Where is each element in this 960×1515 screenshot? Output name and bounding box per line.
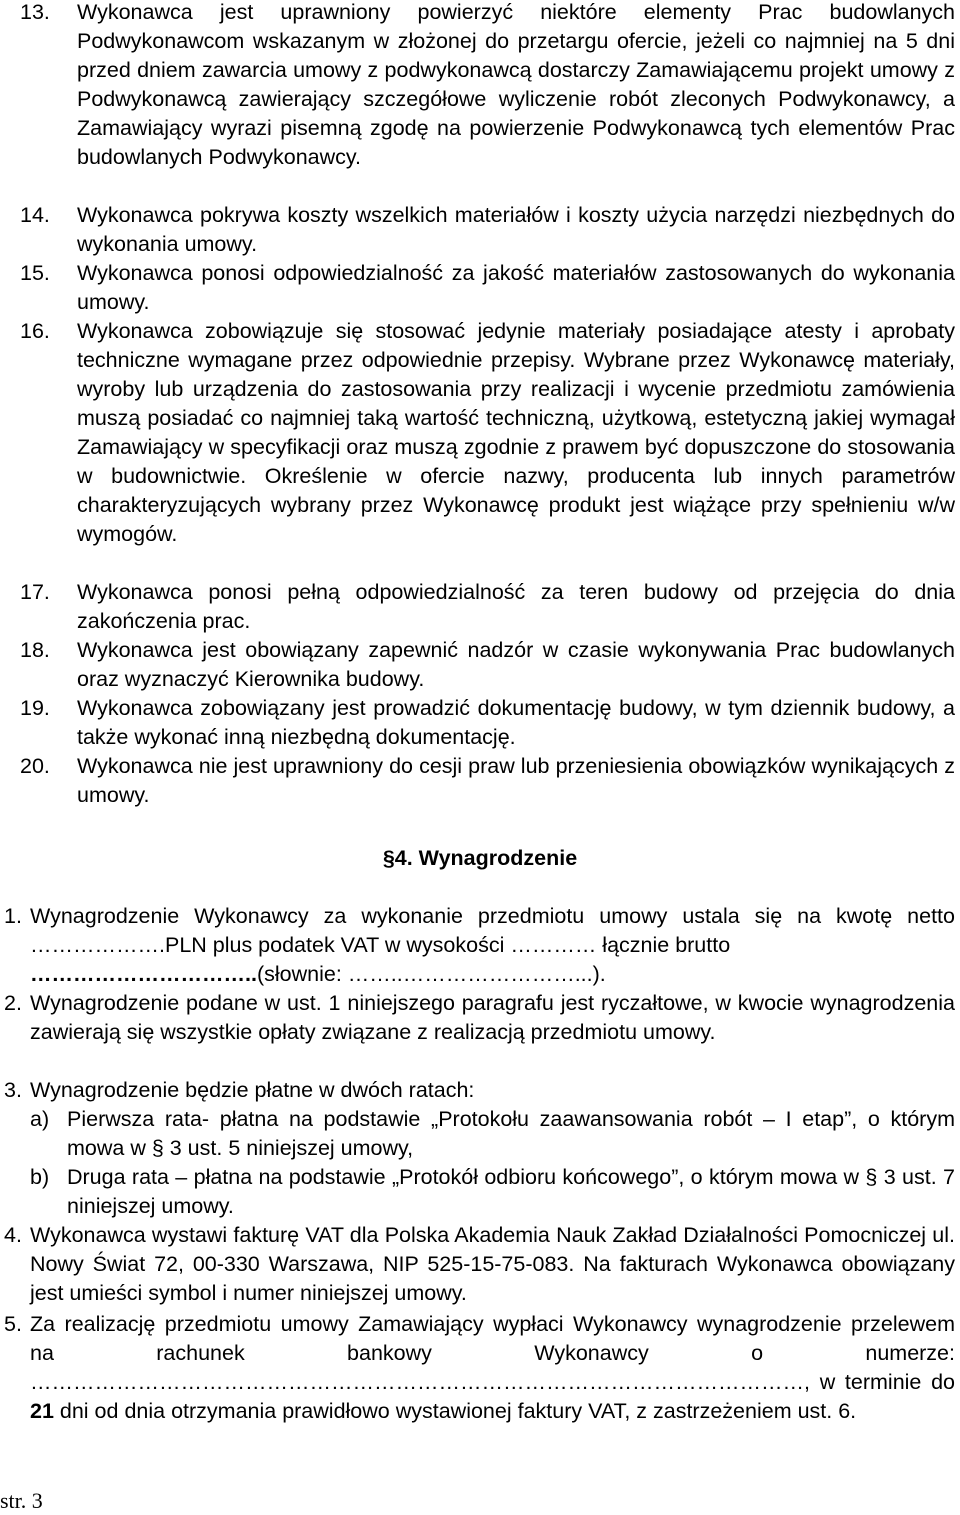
list-item	[20, 636, 955, 694]
section-heading-text: §4. Wynagrodzenie	[382, 846, 578, 870]
paragraph-item	[4, 1076, 955, 1105]
sub-item-text: Druga rata – płatna na podstawie „Protokół odbioru końcowego”, o którym mowa w § 3 ust. 7 niniejszej umowy.	[67, 1165, 955, 1218]
item-text: Wynagrodzenie będzie płatne w dwóch ratach:	[30, 1078, 475, 1102]
item-number: 3.	[4, 1078, 22, 1102]
item-number: 15.	[20, 261, 50, 285]
sub-item-text: Pierwsza rata- płatna na podstawie „Protokołu zaawansowania robót – I etap”, o którym mowa w § 3 ust. 5 niniejszej umowy,	[67, 1107, 955, 1160]
item-text: Wykonawca pokrywa koszty wszelkich materiałów i koszty użycia narzędzi niezbędnych do wykonania umowy.	[77, 203, 955, 256]
list-item	[20, 578, 955, 636]
paragraph-item	[4, 902, 955, 989]
payment-days: 21	[30, 1399, 54, 1423]
item-text: Wykonawca zobowiązany jest prowadzić dokumentację budowy, w tym dziennik budowy, a także wykonać inną niezbędną dokumentację.	[77, 696, 955, 749]
section-heading	[0, 844, 960, 873]
list-item	[20, 0, 955, 172]
payment-deadline-post: dni od dnia otrzymania prawidłowo wystawionej faktury VAT, z zastrzeżeniem ust. 6.	[53, 1399, 857, 1423]
item-number: 13.	[20, 0, 50, 24]
amount-text: Wynagrodzenie Wykonawcy za wykonanie przedmiotu umowy ustala się na kwotę netto ……………….PLN plus podatek VAT w wysokości ………… łącznie brutto	[30, 904, 955, 957]
list-item	[20, 694, 955, 752]
item-text: Wykonawca jest obowiązany zapewnić nadzór w czasie wykonywania Prac budowlanych oraz wyznaczyć Kierownika budowy.	[77, 638, 955, 691]
item-text: Wykonawca nie jest uprawniony do cesji praw lub przeniesienia obowiązków wynikających z umowy.	[77, 754, 955, 807]
list-item	[20, 752, 955, 810]
item-number: 2.	[4, 991, 22, 1015]
item-text	[30, 1310, 955, 1426]
paragraph-item	[4, 1310, 955, 1426]
item-number: 16.	[20, 319, 50, 343]
item-text: Wykonawca wystawi fakturę VAT dla Polska Akademia Nauk Zakład Działalności Pomocniczej ul. Nowy Świat 72, 00-330 Warszawa, NIP 525-15-75-083. Na fakturach Wykonawca obowiązany jest umieści symbol i numer niniejszej umowy.	[30, 1223, 955, 1305]
item-number: 18.	[20, 638, 50, 662]
item-number: 17.	[20, 580, 50, 604]
item-text: Wykonawca zobowiązuje się stosować jedynie materiały posiadające atesty i aprobaty techniczne wymagane przez odpowiednie przepisy. Wybrane przez Wykonawcę materiały, wyroby lub urządzenia do zastosowania przy realizacji i wycenie przedmiotu zamówienia muszą posiadać co najmniej taką wartość techniczną, użytkową, estetyczną jakiej wymagał Zamawiający w specyfikacji oraz muszą zgodnie z prawem być dopuszczone do stosowania w budownictwie. Określenie w ofercie nazwy, producenta lub innych parametrów charakteryzujących wybrany przez Wykonawcę produkt jest wiążące przy spełnieniu w/w wymogów.	[77, 319, 955, 546]
gross-amount-blank: …………………………..	[30, 962, 257, 986]
sub-item	[30, 1105, 955, 1163]
item-number: 1.	[4, 904, 22, 928]
item-number: 19.	[20, 696, 50, 720]
item-text: Wynagrodzenie podane w ust. 1 niniejszego paragrafu jest ryczałtowe, w kwocie wynagrodzenia zawierają się wszystkie opłaty związane z realizacją przedmiotu umowy.	[30, 991, 955, 1044]
payment-deadline-pre: w terminie do	[819, 1370, 955, 1394]
item-number: 14.	[20, 203, 50, 227]
list-item	[20, 259, 955, 317]
item-text: Wykonawca jest uprawniony powierzyć niektóre elementy Prac budowlanych Podwykonawcom wskazanym w złożonej do przetargu ofercie, jeżeli co najmniej na 5 dni przed dniem zawarcia umowy z podwykonawcą dostarczy Zamawiającemu projekt umowy z Podwykonawcą zawierający szczegółowe wyliczenie robót zleconych Podwykonawcy, a Zamawiający wyrazi pisemną zgodę na powierzenie Podwykonawcą tych elementów Prac budowlanych Podwykonawcy.	[77, 0, 955, 169]
amount-in-words: (słownie: ……..……………………...).	[256, 962, 606, 986]
list-item	[20, 317, 955, 549]
item-number: 5.	[4, 1312, 22, 1336]
item-number: 4.	[4, 1223, 22, 1247]
sub-item-letter: b)	[30, 1165, 50, 1189]
page-number: str. 3	[0, 1488, 43, 1513]
list-item	[20, 201, 955, 259]
item-number: 20.	[20, 754, 50, 778]
item-text: Wykonawca ponosi pełną odpowiedzialność za teren budowy od przejęcia do dnia zakończenia prac.	[77, 580, 955, 633]
item-text: Wykonawca ponosi odpowiedzialność za jakość materiałów zastosowanych do wykonania umowy.	[77, 261, 955, 314]
item-text	[30, 902, 955, 989]
paragraph-item	[4, 1221, 955, 1308]
paragraph-item	[4, 989, 955, 1047]
sub-item	[30, 1163, 955, 1221]
sub-item-letter: a)	[30, 1107, 50, 1131]
payment-text: Za realizację przedmiotu umowy Zamawiający wypłaci Wykonawcy wynagrodzenie przelewem na rachunek bankowy Wykonawcy o numerze: ………………………………………………………………………………………………,	[30, 1312, 955, 1394]
